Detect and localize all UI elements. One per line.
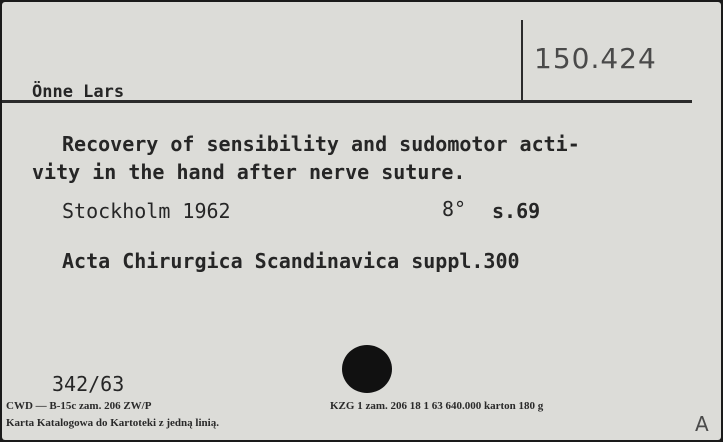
title-line-2: vity in the hand after nerve suture.: [32, 160, 466, 184]
call-number: 150.424: [534, 42, 657, 75]
format: 8°: [442, 197, 467, 221]
catalog-card: [2, 2, 721, 440]
footer-print-left: CWD — B-15c zam. 206 ZW/P: [6, 400, 152, 412]
corner-mark: A: [695, 412, 709, 436]
punch-hole: [342, 345, 392, 393]
footer-print-right: KZG 1 zam. 206 18 1 63 640.000 karton 180 g: [330, 400, 544, 412]
author-name: Önne Lars: [32, 82, 125, 102]
accession-number: 342/63: [52, 372, 125, 396]
footer-print-line2: Karta Katalogowa do Kartoteki z jedną linią.: [6, 417, 219, 429]
series: Acta Chirurgica Scandinavica suppl.300: [62, 249, 520, 273]
place-year: Stockholm 1962: [62, 199, 231, 223]
title-line-1: Recovery of sensibility and sudomotor acti-: [62, 132, 580, 156]
call-number-divider: [521, 20, 523, 102]
pages: s.69: [492, 199, 541, 223]
